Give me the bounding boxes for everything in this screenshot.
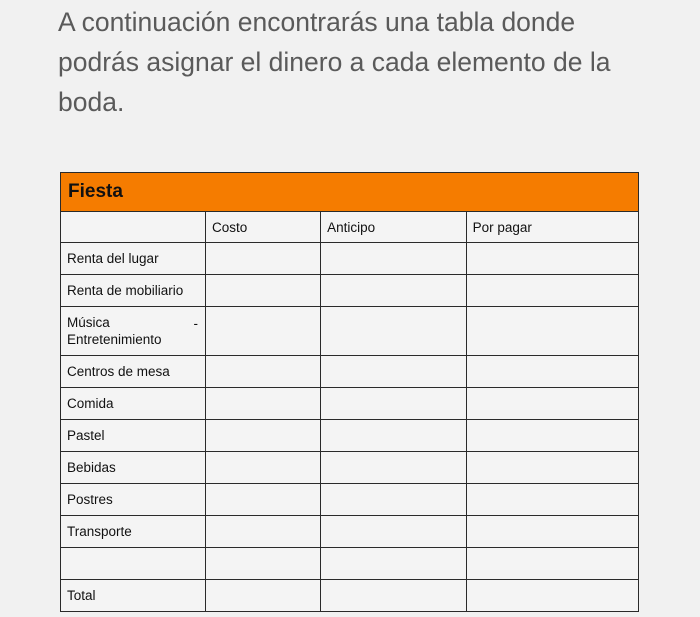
budget-table [60, 172, 639, 612]
row-label: Centros de mesa [61, 356, 206, 388]
row-label: Total [61, 580, 206, 612]
table-title: Fiesta [61, 173, 639, 212]
row-label [61, 548, 206, 580]
row-label: Renta de mobiliario [61, 275, 206, 307]
column-header-costo: Costo [206, 212, 321, 243]
intro-text: A continuación encontrarás una tabla donde podrás asignar el dinero a cada elemento de la boda. [58, 7, 611, 117]
cell-por-pagar[interactable] [466, 516, 638, 548]
table-row [61, 580, 639, 612]
cell-anticipo[interactable] [321, 307, 467, 356]
cell-anticipo[interactable] [321, 388, 467, 420]
cell-anticipo[interactable] [321, 243, 467, 275]
table-row [61, 388, 639, 420]
cell-por-pagar[interactable] [466, 388, 638, 420]
cell-costo[interactable] [206, 307, 321, 356]
row-label: Pastel [61, 420, 206, 452]
row-label-line2: Entretenimiento [67, 332, 162, 347]
row-label: Bebidas [61, 452, 206, 484]
table-row [61, 243, 639, 275]
table-row [61, 516, 639, 548]
cell-costo[interactable] [206, 484, 321, 516]
cell-costo[interactable] [206, 420, 321, 452]
cell-por-pagar[interactable] [466, 307, 638, 356]
table-row [61, 452, 639, 484]
table-row [61, 420, 639, 452]
table-title-row [61, 173, 639, 212]
row-label: Transporte [61, 516, 206, 548]
row-label [61, 307, 206, 356]
cell-por-pagar[interactable] [466, 580, 638, 612]
table-row [61, 484, 639, 516]
cell-por-pagar[interactable] [466, 452, 638, 484]
table-row [61, 307, 639, 356]
row-label: Postres [61, 484, 206, 516]
cell-anticipo[interactable] [321, 516, 467, 548]
cell-costo[interactable] [206, 243, 321, 275]
column-header-por-pagar: Por pagar [466, 212, 638, 243]
column-header-row [61, 212, 639, 243]
cell-costo[interactable] [206, 275, 321, 307]
cell-costo[interactable] [206, 548, 321, 580]
row-label: Comida [61, 388, 206, 420]
cell-costo[interactable] [206, 516, 321, 548]
cell-costo[interactable] [206, 452, 321, 484]
cell-por-pagar[interactable] [466, 548, 638, 580]
cell-anticipo[interactable] [321, 420, 467, 452]
cell-por-pagar[interactable] [466, 420, 638, 452]
column-header-anticipo: Anticipo [321, 212, 467, 243]
table-row [61, 275, 639, 307]
cell-anticipo[interactable] [321, 484, 467, 516]
column-header-empty [61, 212, 206, 243]
cell-por-pagar[interactable] [466, 356, 638, 388]
table-row [61, 356, 639, 388]
cell-anticipo[interactable] [321, 580, 467, 612]
cell-costo[interactable] [206, 388, 321, 420]
cell-costo[interactable] [206, 356, 321, 388]
row-label-line1: Música [67, 315, 110, 330]
cell-anticipo[interactable] [321, 356, 467, 388]
cell-anticipo[interactable] [321, 452, 467, 484]
row-label: Renta del lugar [61, 243, 206, 275]
row-label-dash: - [193, 316, 198, 331]
table-row [61, 548, 639, 580]
cell-por-pagar[interactable] [466, 275, 638, 307]
cell-por-pagar[interactable] [466, 484, 638, 516]
cell-anticipo[interactable] [321, 275, 467, 307]
cell-por-pagar[interactable] [466, 243, 638, 275]
cell-anticipo[interactable] [321, 548, 467, 580]
cell-costo[interactable] [206, 580, 321, 612]
